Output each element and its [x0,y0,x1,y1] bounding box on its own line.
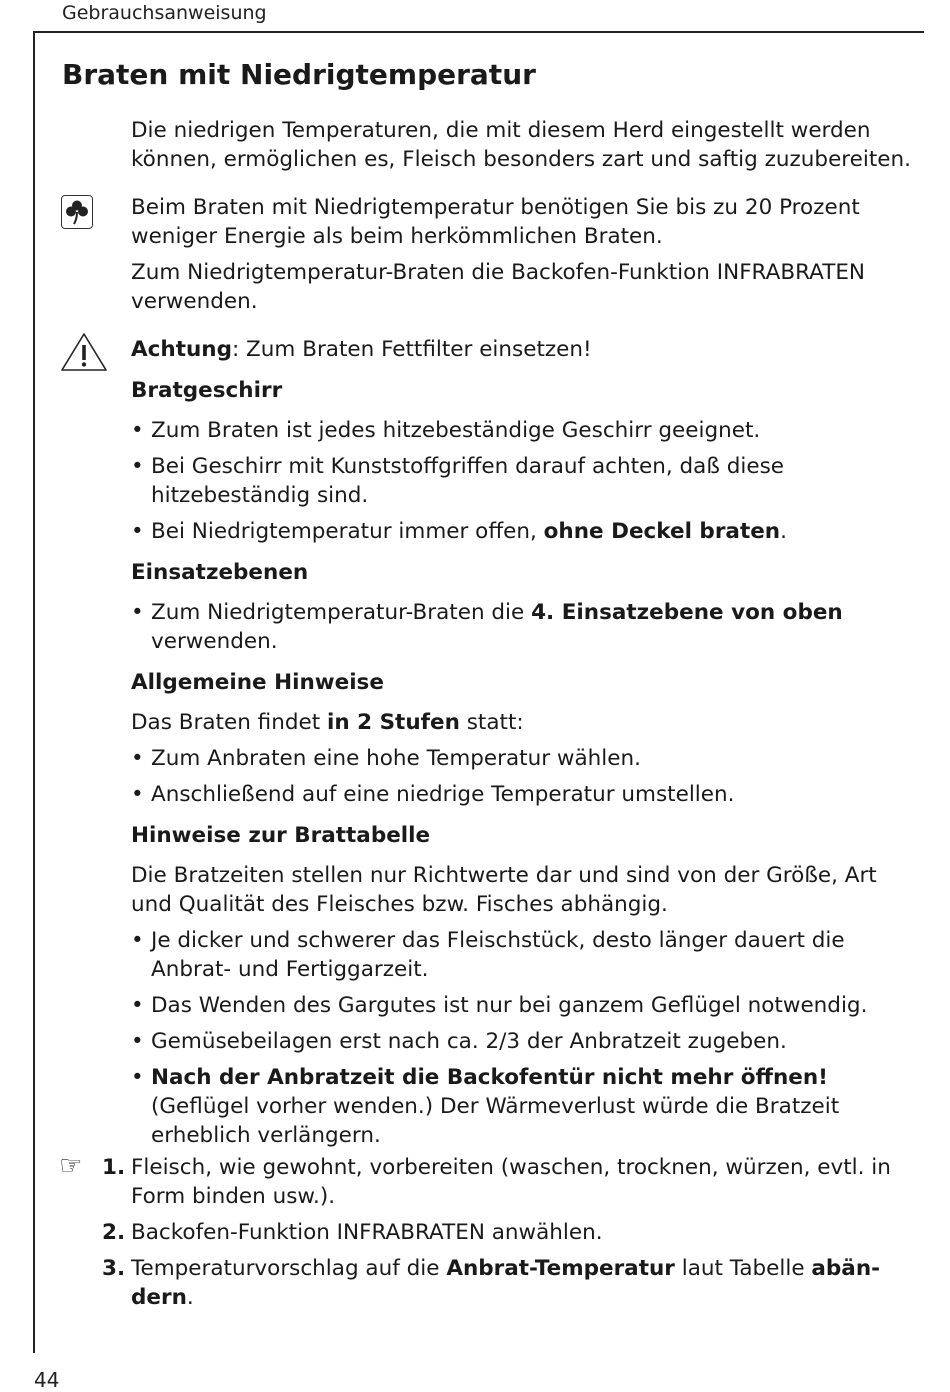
running-header: Gebrauchsanweisung [62,2,267,24]
step-text: laut Tabelle [674,1256,812,1281]
eco-text-energy: Beim Braten mit Niedrigtemperatur benötigen Sie bis zu 20 Prozent weniger Energie als beim herkömmlichen Braten. [131,195,860,249]
warning-label: Achtung [131,337,232,362]
list-item: • Zum Anbraten eine hohe Temperatur wählen. [131,744,911,773]
page-number: 44 [34,1368,60,1392]
step-number: 3. [102,1256,126,1281]
list-item [131,1063,911,1150]
allgemein-text: statt: [459,710,524,735]
list-item: • Anschließend auf eine niedrige Temperatur umstellen. [131,780,911,809]
list-item: • Das Wenden des Gargutes ist nur bei ganzem Geflügel notwendig. [131,991,911,1020]
eco-text-function: Zum Niedrigtemperatur-Braten die Backofen-Funktion INFRABRATEN verwenden. [131,260,865,314]
list-item [131,598,911,656]
step-emphasis: Anbrat-Temperatur [446,1256,675,1281]
list-item-text: verwenden. [151,629,278,654]
brattabelle-paragraph: Die Bratzeiten stellen nur Richtwerte dar und sind von der Größe, Art und Qualität des Fleisches bzw. Fisches abhängig. [131,863,877,917]
step-item [102,1218,911,1247]
allgemein-paragraph [131,708,911,737]
allgemein-emphasis: in 2 Stufen [326,710,460,735]
step-number: 2. [102,1220,126,1245]
warning-text [131,335,911,364]
bratgeschirr-heading: Bratgeschirr [131,378,283,403]
list-item [131,517,911,546]
step-item [102,1153,911,1211]
step-number: 1. [102,1155,126,1180]
list-item-emphasis: Nach der Anbratzeit die Backofentür nicht mehr öffnen! [151,1065,828,1090]
page-title: Braten mit Niedrigtemperatur [62,58,536,91]
list-item-emphasis: ohne Deckel braten [543,519,781,544]
brattabelle-heading: Hinweise zur Brattabelle [131,823,431,848]
warning-triangle-icon [59,331,109,373]
warning-message: : Zum Braten Fettfilter einsetzen! [231,337,592,362]
list-item: • Je dicker und schwerer das Fleischstück, desto länger dauert die Anbrat- und Fertiggarzeit. [131,926,911,984]
step-text: . [186,1285,194,1310]
warning-note [131,335,911,364]
list-item: • Gemüsebeilagen erst nach ca. 2/3 der Anbratzeit zugeben. [131,1027,911,1056]
list-item-text: . [780,519,787,544]
list-item-emphasis: 4. Einsatzebene von oben [531,600,843,625]
list-item-text: (Geflügel vorher wenden.) Der Wärmeverlust würde die Bratzeit erheblich verlängern. [151,1094,840,1148]
cloverleaf-icon [61,195,93,229]
list-item: • Bei Geschirr mit Kunststoffgriffen darauf achten, daß diese hitzebeständig sind. [131,452,911,510]
main-content [59,116,911,1319]
list-item-text: Bei Niedrigtemperatur immer offen, [151,519,544,544]
header-rule [33,31,924,33]
step-text: Backofen-Funktion INFRABRATEN anwählen. [131,1220,603,1245]
left-margin-rule [33,31,35,1353]
step-text: Fleisch, wie gewohnt, vorbereiten (waschen, trocknen, würzen, evtl. in Form binden usw.). [131,1155,891,1209]
pointing-hand-icon: ☞ [59,1151,83,1181]
allgemein-text: Das Braten findet [131,710,327,735]
allgemeine-hinweise-heading: Allgemeine Hinweise [131,670,384,695]
intro-paragraph: Die niedrigen Temperaturen, die mit diesem Herd eingestellt werden können, ermöglichen es, Fleisch besonders zart und saftig zuzubereiten. [131,118,911,172]
einsatzebenen-heading: Einsatzebenen [131,560,309,585]
step-item [102,1254,911,1312]
step-emphasis: abän-dern [131,1256,881,1310]
step-text: Temperaturvorschlag auf die [131,1256,447,1281]
eco-note [131,193,911,316]
list-item: • Zum Braten ist jedes hitzebeständige Geschirr geeignet. [131,416,911,445]
list-item-text: Zum Niedrigtemperatur-Braten die [151,600,532,625]
steps-list [59,1151,911,1312]
